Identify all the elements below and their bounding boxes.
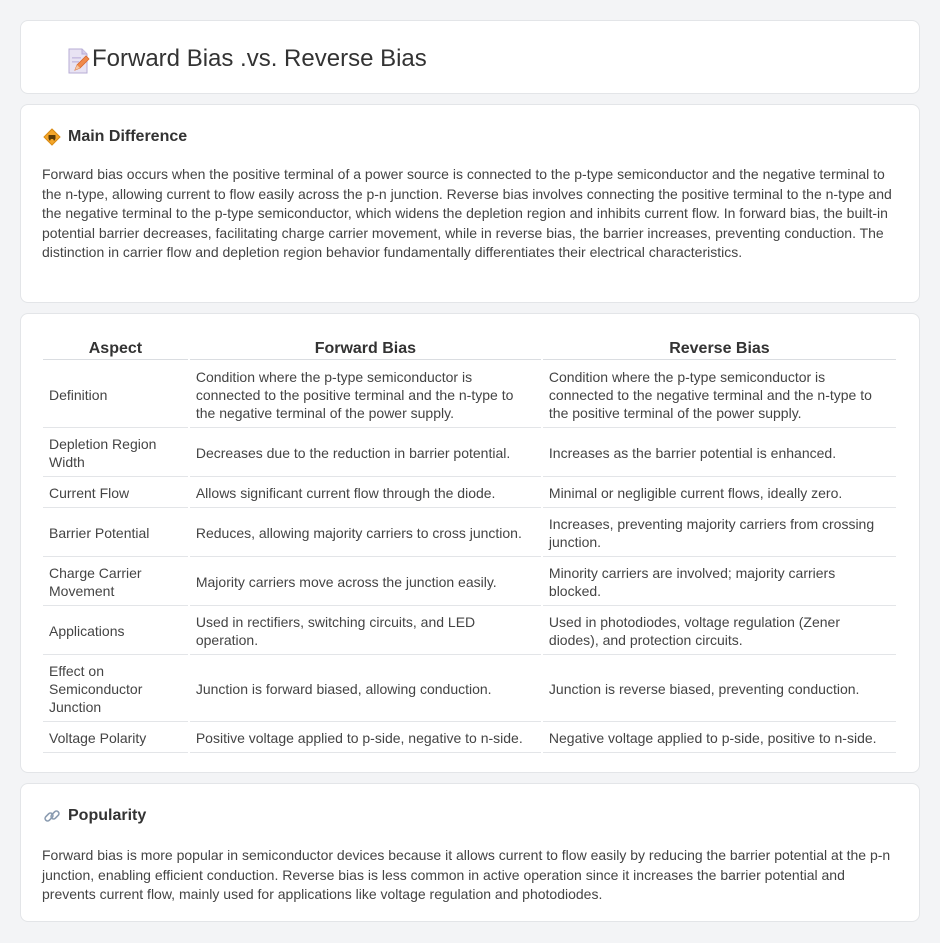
aspect-cell: Charge Carrier Movement: [43, 559, 188, 606]
header-card: [20, 20, 920, 94]
reverse-cell: Minority carriers are involved; majority carriers blocked.: [543, 559, 896, 606]
reverse-cell: Junction is reverse biased, preventing conduction.: [543, 657, 896, 722]
forward-cell: Junction is forward biased, allowing conduction.: [190, 657, 541, 722]
table-row: [43, 510, 896, 557]
comparison-table: [41, 334, 898, 755]
header-reverse-bias: Reverse Bias: [543, 336, 896, 360]
table-row: [43, 559, 896, 606]
aspect-cell: Effect on Semiconductor Junction: [43, 657, 188, 722]
reverse-cell: Minimal or negligible current flows, ideally zero.: [543, 479, 896, 508]
main-difference-text: Forward bias occurs when the positive terminal of a power source is connected to the p-type semiconductor and the negative terminal to the n-type, allowing current to flow easily across the p-n junction. Reverse bias involves connecting the positive terminal to the n-type and the negative terminal to the p-type semiconductor, which widens the depletion region and inhibits current flow. In forward bias, the built-in potential barrier decreases, facilitating charge carrier movement, while in reverse bias, the barrier increases, preventing conduction. The distinction in carrier flow and depletion region behavior fundamentally differentiates their electrical characteristics.: [42, 166, 892, 260]
popularity-heading: [42, 806, 146, 826]
reverse-cell: Increases, preventing majority carriers from crossing junction.: [543, 510, 896, 557]
table-row: [43, 608, 896, 655]
table-row: [43, 430, 896, 477]
header-forward-bias: Forward Bias: [190, 336, 541, 360]
reverse-cell: Condition where the p-type semiconductor is connected to the negative terminal and the n-type to the positive terminal of the power supply.: [543, 362, 896, 428]
comparison-card: [20, 313, 920, 773]
aspect-cell: Definition: [43, 362, 188, 428]
reverse-cell: Used in photodiodes, voltage regulation (Zener diodes), and protection circuits.: [543, 608, 896, 655]
forward-cell: Majority carriers move across the junction easily.: [190, 559, 541, 606]
aspect-cell: Current Flow: [43, 479, 188, 508]
main-difference-card: [20, 104, 920, 303]
link-icon: [42, 806, 62, 826]
forward-cell: Reduces, allowing majority carriers to cross junction.: [190, 510, 541, 557]
aspect-cell: Depletion Region Width: [43, 430, 188, 477]
main-difference-heading: [42, 127, 187, 147]
forward-cell: Used in rectifiers, switching circuits, and LED operation.: [190, 608, 541, 655]
table-row: [43, 724, 896, 753]
document-pencil-icon: [65, 47, 93, 75]
reverse-cell: Increases as the barrier potential is enhanced.: [543, 430, 896, 477]
aspect-cell: Voltage Polarity: [43, 724, 188, 753]
aspect-cell: Barrier Potential: [43, 510, 188, 557]
header-aspect: Aspect: [43, 336, 188, 360]
table-row: [43, 479, 896, 508]
page-title: Forward Bias .vs. Reverse Bias: [92, 45, 427, 72]
popularity-title: Popularity: [68, 807, 147, 824]
aspect-cell: Applications: [43, 608, 188, 655]
table-row: [43, 657, 896, 722]
reverse-cell: Negative voltage applied to p-side, positive to n-side.: [543, 724, 896, 753]
table-row: [43, 362, 896, 428]
forward-cell: Positive voltage applied to p-side, negative to n-side.: [190, 724, 541, 753]
popularity-text: Forward bias is more popular in semiconductor devices because it allows current to flow easily by reducing the barrier potential at the p-n junction, enabling efficient conduction. Reverse bias is less common in active operation since it increases the barrier potential and prevents current flow, mainly used for applications like voltage regulation and photodiodes.: [42, 847, 891, 902]
warning-sign-icon: [42, 127, 62, 147]
popularity-card: [20, 783, 920, 922]
forward-cell: Allows significant current flow through the diode.: [190, 479, 541, 508]
main-difference-title: Main Difference: [68, 128, 188, 145]
forward-cell: Condition where the p-type semiconductor is connected to the positive terminal and the n-type to the negative terminal of the power supply.: [190, 362, 541, 428]
forward-cell: Decreases due to the reduction in barrier potential.: [190, 430, 541, 477]
table-header-row: [43, 336, 896, 360]
